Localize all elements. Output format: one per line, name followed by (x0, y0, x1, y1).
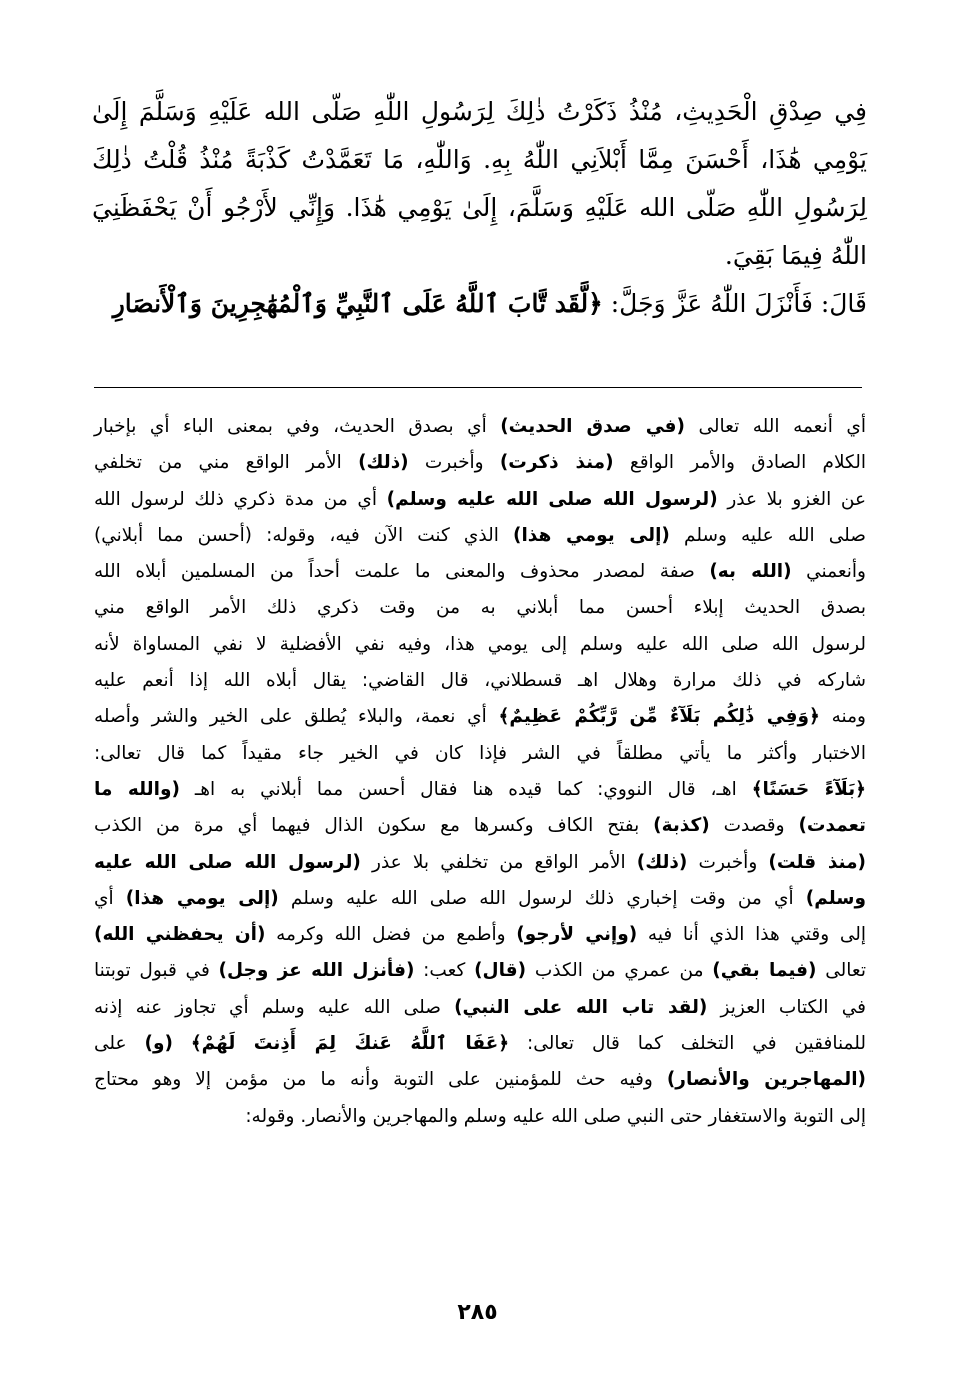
footnote-bold-segment: (كذبة) (653, 815, 710, 837)
footnote-segment: صلى الله عليه وسلم أي تجاوز عنه إذنه (94, 996, 455, 1018)
footnote-segment: أي من وقت إخباري ذلك لرسول الله صلى الله عليه وسلم (278, 887, 806, 909)
footnote-segment: الذي كنت الآن فيه، وقوله: (أحسن مما أبلاني) (94, 524, 513, 546)
page-number: ٢٨٥ (457, 1300, 498, 1325)
footnote-segment: للمنافقين في التخلف كما قال تعالى: (509, 1033, 866, 1055)
footnote-segment: وفيه حث للمؤمنين على التوبة وأنه ما من مؤمن إلا وهو محتاج (94, 1069, 667, 1091)
footnote-segment: الكلام الصادق والأمر الواقع (613, 452, 866, 474)
footnote-segment: لرسول الله صلى الله عليه وسلم إلى يومي هذا، وفيه نفي الأفضلية لا نفي المساواة لأنه (94, 633, 866, 655)
footnote-line (94, 445, 866, 481)
footnote-bold-segment: تعمدت) (798, 815, 866, 837)
footnote-segment: الاختبار وأكثر ما يأتي مطلقاً في الشر فإذا كان في الخير جاء مقيداً كما قال تعالى: (94, 742, 866, 764)
footnote-segment: بصدق الحديث إبلاء أحسن مما أبلاني به من وقت ذكري ذلك الأمر الواقع مني (94, 597, 866, 619)
footnote-line (94, 953, 866, 989)
footnote-segment: أي أنعمه الله تعالى (685, 416, 867, 437)
footnote-bold-segment: (المهاجرين والأنصار) (666, 1069, 866, 1091)
footnote-bold-segment: (إلى يومي هذا) (513, 524, 670, 546)
footnote-segment: وأنعمني (791, 561, 866, 583)
footnote-bold-segment: (و) (144, 1033, 173, 1055)
footnote-bold-segment: (لرسول الله صلى الله عليه وسلم) (386, 488, 718, 510)
verse-line (92, 280, 867, 328)
quran-verse: ﴿لَّقَد تَّابَ ٱللَّهُ عَلَى ٱلنَّبِيِّ وَٱلْمُهَٰجِرِينَ وَٱلْأَنصَارِ (112, 289, 603, 318)
footnote-segment (173, 1033, 191, 1054)
footnote-segment: إلى التوبة والاستغفار حتى النبي صلى الله عليه وسلم والمهاجرين والأنصار. وقوله: (245, 1105, 866, 1127)
footnote-bold-segment: (وإني لأرجو) (516, 924, 638, 946)
footnote-line (94, 917, 866, 953)
footnote-segment: كعب: (414, 960, 475, 982)
footnote-segment: بفتح الكاف وكسرها مع سكون الذال فيهما أي مرة من الكذب (94, 815, 654, 837)
main-text (92, 88, 867, 328)
footnote-segment: وأخبرت (687, 851, 769, 873)
footnote-bold-segment: (ذلك) (636, 851, 688, 873)
footnote-segment: صفة لمصدر محذوف والمعنى ما علمت أحداً من المسلمين أبلاه الله (94, 561, 710, 583)
footnote-line (94, 772, 866, 808)
footnote-bold-segment: (إلى يومي هذا) (125, 887, 279, 909)
footnote-bold-segment: وسلم) (805, 887, 866, 909)
footnote-line (94, 590, 866, 626)
footnote-segment: الأمر الواقع من تخلفي بلا عذر (360, 851, 637, 873)
footnote-bold-segment: (فيما بقي) (712, 960, 817, 982)
footnote-divider (94, 387, 862, 388)
footnote-segment: أي (94, 887, 126, 909)
footnote-bold-segment: (لرسول الله صلى الله عليه (94, 851, 361, 873)
footnote-line (94, 627, 866, 663)
footnote-line (94, 1026, 866, 1062)
footnote-line (94, 554, 866, 590)
footnote-segment: من عمري من الكذب (526, 960, 713, 982)
footnote-bold-segment: (منذ قلت) (768, 851, 866, 873)
footnote-segment: أي نعمة، والبلاء يُطلق على الخير والشر وأصله (94, 706, 499, 728)
footnote-segment: وأطمع من فضل الله وكرمه (265, 924, 517, 946)
footnote-bold-segment: ﴿بَلَآءً حَسَنًا﴾ (751, 778, 866, 800)
footnote-segment: اهـ، قال النووي: كما قيده هنا فقال أحسن مما أبلاني به اهـ (179, 778, 752, 800)
footnote-bold-segment: ﴿عَفَا ٱللَّهُ عَنكَ لِمَ أَذِنتَ لَهُمْ﴾ (190, 1033, 510, 1055)
footnote-line (94, 482, 866, 518)
footnote-bold-segment: (والله ما (94, 778, 180, 800)
footnote-segment: ومنه (819, 706, 866, 728)
footnote-line (94, 736, 866, 772)
footnote-line (94, 990, 866, 1026)
footnote-segment: على (94, 1033, 145, 1055)
footnote-bold-segment: (ذلك) (358, 452, 409, 474)
footnote-segment: عن الغزو بلا عذر (717, 488, 867, 510)
footnote-segment: الأمر الواقع مني من تخلفي (94, 452, 359, 474)
footnote-line (94, 881, 866, 917)
footnote-segment: في قبول توبتنا (94, 960, 219, 982)
footnote (94, 409, 866, 1135)
footnote-segment: في الكتاب العزيز (707, 996, 866, 1018)
footnote-segment: صلى الله عليه وسلم (669, 524, 866, 546)
footnote-bold-segment: (قال) (474, 960, 527, 982)
footnote-bold-segment: (أن يحفظني الله) (94, 924, 266, 946)
footnote-bold-segment: (الله به) (709, 561, 792, 583)
footnote-bold-segment: (فأنزل الله عز وجل) (218, 960, 415, 982)
footnote-bold-segment: ﴿وَفِي ذَٰلِكُم بَلَآءٌ مِّن رَّبِّكُمْ عَظِيمٌ﴾ (498, 706, 820, 728)
footnote-segment: وقصدت (709, 815, 799, 837)
footnote-segment: وأخبرت (408, 452, 500, 474)
footnote-segment: شاركه في ذلك مرارة وهلال اهـ قسطلاني، قال القاضي: يقال أبلاه الله إذا أنعم عليه (94, 670, 866, 692)
footnote-line (94, 845, 866, 881)
footnote-line (94, 409, 866, 445)
footnote-segment: تعالى (816, 960, 866, 982)
footnote-segment: أي من مدة ذكري ذلك لرسول الله (94, 488, 387, 510)
main-paragraph: فِي صِدْقِ الْحَدِيثِ، مُنْذُ ذَكَرْتُ ذٰلِكَ لِرَسُولِ اللّٰهِ صَلّى الله عَلَيْهِ وَسَلَّمَ إِلَىٰ يَوْمِي هَٰذَا، أَحْسَنَ مِمَّا أَبْلاَنِي اللّٰهُ بِهِ. وَاللّٰهِ، مَا تَعَمَّدْتُ كَذْبَةً مُنْذُ قُلْتُ ذٰلِكَ لِرَسُولِ اللّٰهِ صَلّى الله عَلَيْهِ وَسَلَّمَ، إِلَىٰ يَوْمِي هَٰذَا. وَإِنِّي لأَرْجُو أَنْ يَحْفَظَنِيَ اللّٰهُ فِيمَا بَقِيَ. (92, 97, 867, 270)
footnote-bold-segment: (في صدق الحديث) (500, 416, 685, 437)
footnote-line (94, 1099, 866, 1135)
footnote-line (94, 699, 866, 735)
verse-intro: قَالَ: فَأَنْزَلَ اللّٰهُ عَزَّ وَجَلَّ: (610, 289, 867, 318)
footnote-line (94, 518, 866, 554)
footnote-bold-segment: (لقد تاب الله على النبي) (454, 996, 708, 1018)
footnote-line (94, 808, 866, 844)
footnote-segment: أي بصدق الحديث، وفي بمعنى الباء أي بإخبار (94, 416, 501, 437)
footnote-line (94, 663, 866, 699)
footnote-bold-segment: (منذ ذكرت) (499, 452, 614, 474)
footnote-segment: إلى وقتي هذا الذي أنا فيه (637, 924, 867, 946)
footnote-line (94, 1062, 866, 1098)
